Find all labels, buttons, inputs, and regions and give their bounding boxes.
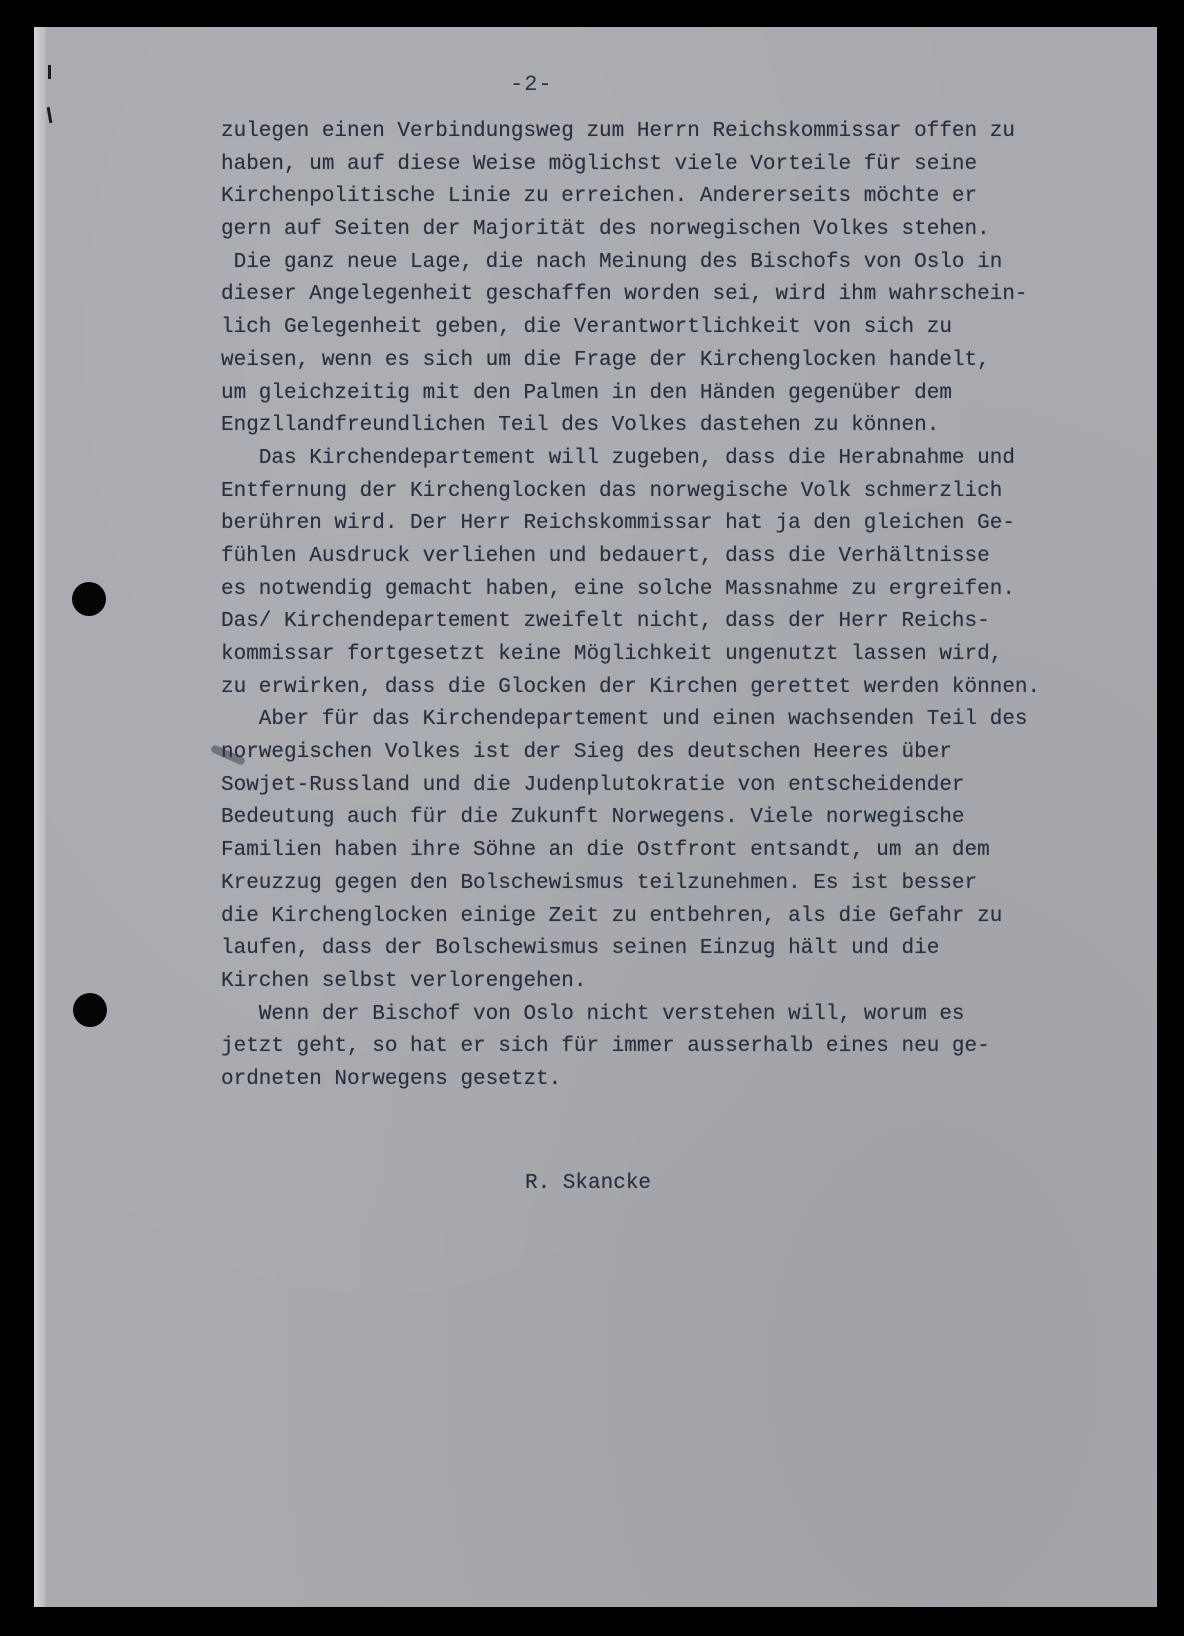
text-line: zulegen einen Verbindungsweg zum Herrn Reichskommissar offen zu	[221, 120, 1015, 143]
text-line: Das Kirchendepartement will zugeben, dass die Herabnahme und	[221, 446, 1015, 470]
text-line: Kreuzzug gegen den Bolschewismus teilzunehmen. Es ist besser	[221, 871, 978, 895]
text-line: Engzllandfreundlichen Teil des Volkes dastehen zu können.	[221, 414, 940, 438]
text-line: weisen, wenn es sich um die Frage der Kirchenglocken handelt,	[221, 348, 990, 372]
text-line: kommissar fortgesetzt keine Möglichkeit ungenutzt lassen wird,	[221, 643, 1003, 666]
text-line: haben, um auf diese Weise möglichst viele Vorteile für seine	[221, 152, 978, 176]
text-line: Aber für das Kirchendepartement und einen wachsenden Teil des	[221, 708, 1028, 732]
text-line: lich Gelegenheit geben, die Verantwortlichkeit von sich zu	[221, 316, 952, 340]
text-line: berühren wird. Der Herr Reichskommissar hat ja den gleichen Ge-	[221, 512, 1015, 536]
text-line: norwegischen Volkes ist der Sieg des deutschen Heeres über	[221, 741, 952, 765]
text-line: es notwendig gemacht haben, eine solche Massnahme zu ergreifen.	[221, 577, 1015, 601]
text-line: zu erwirken, dass die Glocken der Kirchen gerettet werden können.	[221, 675, 1041, 699]
document-page	[34, 27, 1157, 1607]
text-line: um gleichzeitig mit den Palmen in den Händen gegenüber dem	[221, 381, 952, 405]
text-line: Die ganz neue Lage, die nach Meinung des Bischofs von Oslo in	[221, 250, 1003, 274]
text-line: Sowjet-Russland und die Judenplutokratie von entscheidender	[221, 773, 965, 797]
text-line: gern auf Seiten der Majorität des norwegischen Volkes stehen.	[221, 218, 990, 242]
margin-mark	[48, 65, 51, 79]
punch-hole	[73, 993, 107, 1027]
text-line: ordneten Norwegens gesetzt.	[221, 1067, 562, 1091]
text-line: Entfernung der Kirchenglocken das norwegische Volk schmerzlich	[221, 479, 1003, 503]
text-line: Wenn der Bischof von Oslo nicht verstehen will, worum es	[221, 1002, 965, 1026]
margin-mark	[47, 107, 53, 123]
punch-hole	[72, 582, 106, 616]
text-line: jetzt geht, so hat er sich für immer ausserhalb eines neu ge-	[221, 1035, 990, 1059]
text-line: Das/ Kirchendepartement zweifelt nicht, dass der Herr Reichs-	[221, 610, 990, 634]
text-line: Bedeutung auch für die Zukunft Norwegens. Viele norwegische	[221, 806, 965, 830]
text-line: Familien haben ihre Söhne an die Ostfront entsandt, um an dem	[221, 839, 990, 863]
page-edge	[34, 27, 46, 1607]
text-line: die Kirchenglocken einige Zeit zu entbehren, als die Gefahr zu	[221, 904, 1003, 928]
text-line: dieser Angelegenheit geschaffen worden sei, wird ihm wahrschein-	[221, 283, 1028, 307]
text-line: laufen, dass der Bolschewismus seinen Einzug hält und die	[221, 937, 940, 961]
page-number: -2-	[510, 72, 553, 97]
text-line: Kirchenpolitische Linie zu erreichen. Andererseits möchte er	[221, 185, 978, 209]
text-line: fühlen Ausdruck verliehen und bedauert, dass die Verhältnisse	[221, 544, 990, 568]
text-line: Kirchen selbst verlorengehen.	[221, 969, 587, 993]
signature: R. Skancke	[525, 1172, 652, 1195]
letter-body	[221, 116, 1121, 1097]
